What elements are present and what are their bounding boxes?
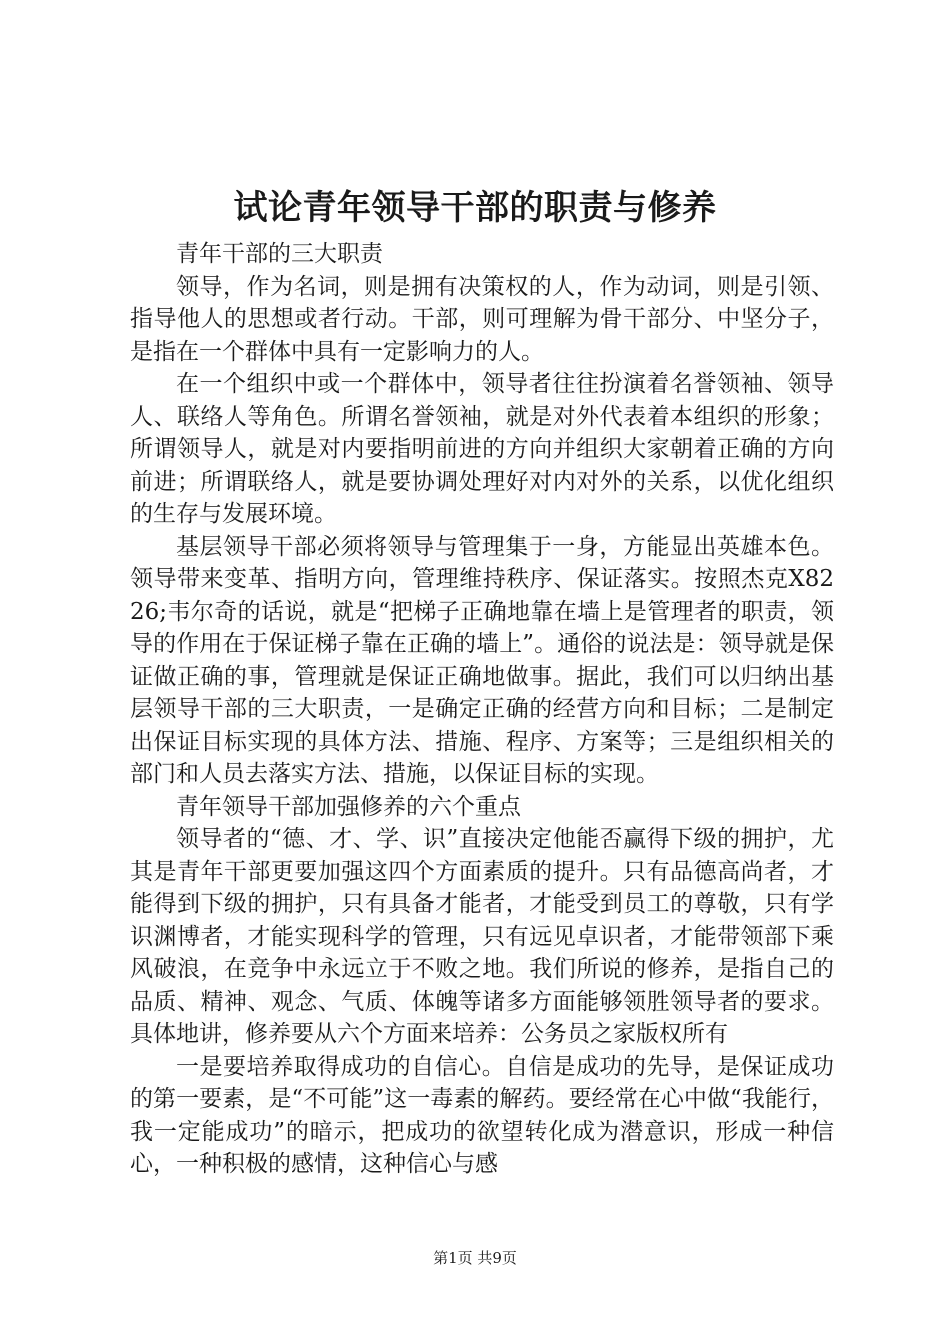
document-body — [130, 238, 834, 1181]
page-number-footer: 第1页 共9页 — [433, 1249, 517, 1267]
paragraph: 基层领导干部必须将领导与管理集于一身，方能显出英雄本色。领导带来变革、指明方向，管理维持秩序、保证落实。按照杰克X8226;韦尔奇的话说，就是“把梯子正确地靠在墙上是管理者的职责，领导的作用在于保证梯子靠在正确的墙上”。通俗的说法是：领导就是保证做正确的事，管理就是保证正确地做事。据此，我们可以归纳出基层领导干部的三大职责，一是确定正确的经营方向和目标；二是制定出保证目标实现的具体方法、措施、程序、方案等；三是组织相关的部门和人员去落实方法、措施，以保证目标的实现。 — [130, 533, 834, 787]
paragraph: 领导者的“德、才、学、识”直接决定他能否赢得下级的拥护，尤其是青年干部更要加强这四个方面素质的提升。只有品德高尚者，才能得到下级的拥护，只有具备才能者，才能受到员工的尊敬，只有学识渊博者，才能实现科学的管理，只有远见卓识者，才能带领部下乘风破浪，在竞争中永远立于不败之地。我们所说的修养，是指自己的品质、精神、观念、气质、体魄等诸多方面能够领胜领导者的要求。具体地讲，修养要从六个方面来培养：公务员之家版权所有 — [130, 826, 834, 1047]
paragraph: 领导，作为名词，则是拥有决策权的人，作为动词，则是引领、指导他人的思想或者行动。干部，则可理解为骨干部分、中坚分子，是指在一个群体中具有一定影响力的人。 — [130, 273, 834, 365]
paragraph: 在一个组织中或一个群体中，领导者往往扮演着名誉领袖、领导人、联络人等角色。所谓名誉领袖，就是对外代表着本组织的形象；所谓领导人，就是对内要指明前进的方向并组织大家朝着正确的方向前进；所谓联络人，就是要协调处理好对内对外的关系，以优化组织的生存与发展环境。 — [130, 371, 834, 527]
section-heading-cultivation: 青年领导干部加强修养的六个重点 — [176, 793, 521, 820]
document-title: 试论青年领导干部的职责与修养 — [233, 188, 717, 228]
paragraph: 一是要培养取得成功的自信心。自信是成功的先导，是保证成功的第一要素，是“不可能”这一毒素的解药。要经常在心中做“我能行，我一定能成功”的暗示，把成功的欲望转化成为潜意识，形成一种信心，一种积极的感情，这种信心与感 — [130, 1053, 834, 1177]
section-heading-duties: 青年干部的三大职责 — [176, 241, 383, 267]
